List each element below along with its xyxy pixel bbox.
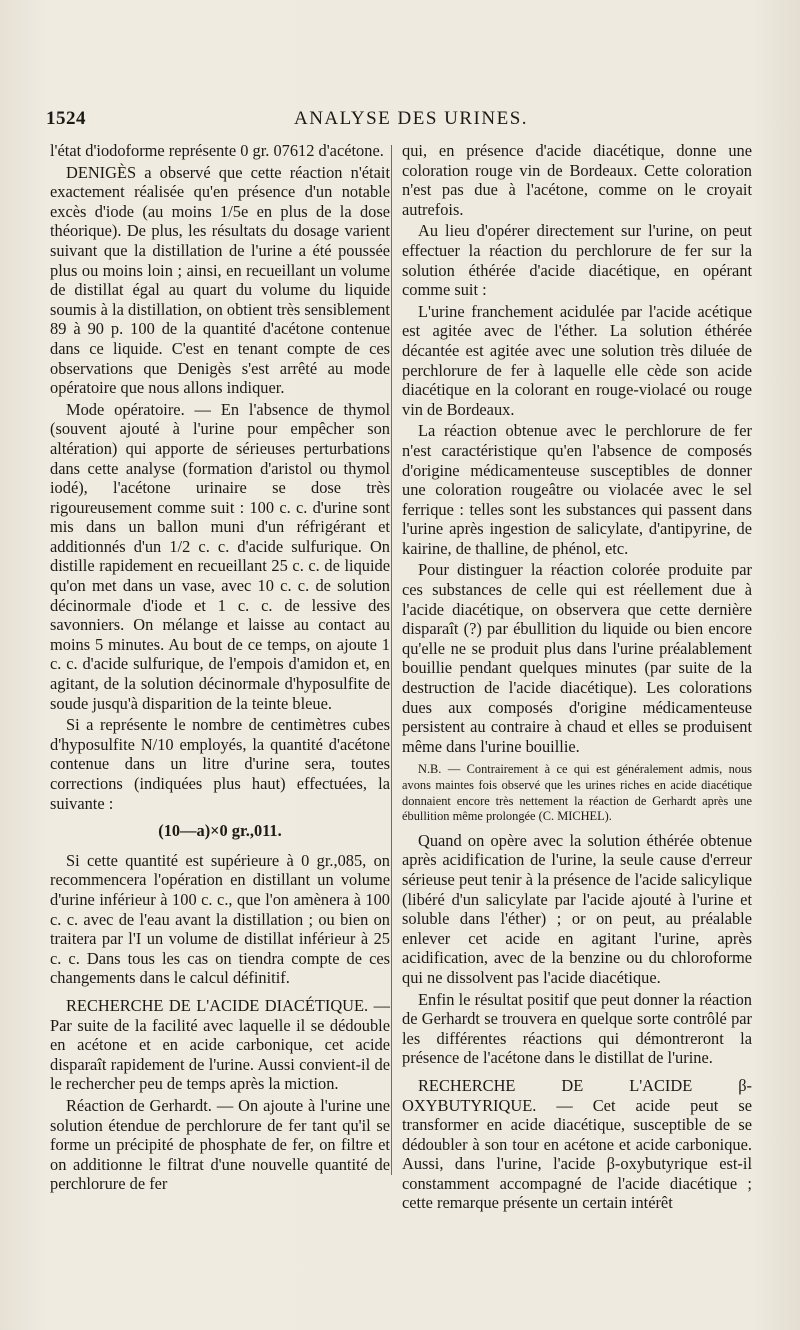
paragraph: DENIGÈS a observé que cette réaction n'était exactement réalisée qu'en présence d'un notable excès d'iode (au moins 1/5e en plus de la dose théorique). De plus, les résultats du dosage varient suivant que la distillation de l'urine a été poussée plus ou moins loin ; ainsi, en recueillant un volume de distillat égal au quart du volume du liquide soumis à la distillation, on obtient très sensiblement 89 à 90 p. 100 de la quantité d'acétone contenue dans ce liquide. C'est en tenant compte de ces observations que Denigès s'est arrêté au mode opératoire que nous allons indiquer. <box>50 162 390 398</box>
formula: (10—a)×0 gr.,011. <box>158 821 282 841</box>
paragraph: Si a représente le nombre de centimètres cubes d'hyposulfite N/10 employés, la quantité d'acétone contenue dans un litre d'urine sera, toutes corrections (indiquées plus haut) effectuées, la suivante : <box>50 715 390 813</box>
paragraph: L'urine franchement acidulée par l'acide acétique est agitée avec de l'éther. La solution éthérée décantée est agitée avec une solution très diluée de perchlorure de fer à laquelle elle cède son acide diacétique en la colorant en rouge-violacé ou rouge vin de Bordeaux. <box>402 301 752 419</box>
paragraph: Si cette quantité est supérieure à 0 gr.,085, on recommencera l'opération en distillant un volume d'urine inférieur à 100 c. c., que l'on amènera à 100 c. c. avec de l'eau avant la distillation ; ou bien on traitera par l'I un volume de distillat inférieur à 25 c. c. Dans tous les cas on tiendra compte de ces changements dans le calcul définitif. <box>50 850 390 988</box>
paragraph: Au lieu d'opérer directement sur l'urine, on peut effectuer la réaction du perchlorure de fer sur la solution éthérée d'acide diacétique, en opérant comme suit : <box>402 221 752 300</box>
column-divider <box>391 145 392 1175</box>
paragraph: l'état d'iodoforme représente 0 gr. 07612 d'acétone. <box>50 141 384 160</box>
page-number: 1524 <box>46 108 86 129</box>
paragraph: qui, en présence d'acide diacétique, donne une coloration rouge vin de Bordeaux. Cette coloration n'est pas due à l'acétone, comme on le croyait autrefois. <box>402 141 752 219</box>
section-heading-paragraph: RECHERCHE DE L'ACIDE β-OXYBUTYRIQUE. — Cet acide peut se transformer en acide diacétique, susceptible de se dédoubler à son tour en acétone et acide carbonique. Aussi, dans l'urine, l'acide β-oxybutyrique est-il constamment accompagné de l'acide diacétique ; cette remarque présente un certain intérêt <box>402 1075 752 1213</box>
paragraph: Réaction de Gerhardt. — On ajoute à l'urine une solution étendue de perchlorure de fer tant qu'il se forme un précipité de phosphate de fer, on filtre et on additionne le filtrat d'une nouvelle quantité de perchlorure de fer <box>50 1095 390 1194</box>
section-heading-paragraph: RECHERCHE DE L'ACIDE DIACÉTIQUE. — Par suite de la facilité avec laquelle il se dédouble en acétone et en acide carbonique, cet acide disparaît rapidement de l'urine. Aussi convient-il de le rechercher peu de temps après la miction. <box>50 995 390 1094</box>
paragraph: Quand on opère avec la solution éthérée obtenue après acidification de l'urine, la seule cause d'erreur sérieuse peut tenir à la présence de l'acide salicylique (libéré d'un salicylate par l'acide ajouté à l'urine et soluble dans l'éther) ; or on peut, au préalable enlever cet acide en agitant l'urine, après acidification, avec de la benzine ou du chloroforme qui ne dissolvent pas l'acide diacétique. <box>402 830 752 987</box>
right-column <box>402 141 752 1215</box>
page-header <box>46 108 776 136</box>
paragraph: Pour distinguer la réaction colorée produite par ces substances de celle qui est réellement due à l'acide diacétique, on observera que cette dernière disparaît (?) par ébullition du liquide ou bien encore qu'elle ne se produit plus dans l'urine préalablement bouillie pendant quelques minutes (par suite de la destruction de l'acide diacétique). Les colorations dues aux composés d'origine médicamenteuse persistent au contraire à chaud et elles se produisent même dans l'urine bouillie. <box>402 560 752 756</box>
paragraph: Enfin le résultat positif que peut donner la réaction de Gerhardt se trouvera en quelque sorte contrôlé par les différentes réactions qui démontreront la présence de l'acétone dans le distillat de l'urine. <box>402 989 752 1068</box>
footnote: N.B. — Contrairement à ce qui est généralement admis, nous avons maintes fois observé que les urines riches en acide diacétique donnaient encore très nettement la réaction de Gerhardt après une ébullition même prolongée (C. MICHEL). <box>402 762 752 824</box>
running-title: ANALYSE DES URINES. <box>293 108 529 129</box>
left-column <box>50 141 390 1196</box>
paragraph: La réaction obtenue avec le perchlorure de fer n'est caractéristique qu'en l'absence de composés d'origine médicamenteuse susceptibles de donner une coloration rougeâtre ou violacée avec le sel ferrique : telles sont les substances qui passent dans l'urine après ingestion de salicylate, d'antipyrine, de kairine, de thalline, de phénol, etc. <box>402 421 752 558</box>
paragraph: Mode opératoire. — En l'absence de thymol (souvent ajouté à l'urine pour empêcher son altération) qui apporte de sérieuses perturbations dans cette analyse (formation d'aristol ou thymol iodé), l'acétone urinaire se dose très rigoureusement comme suit : 100 c. c. d'urine sont mis dans un ballon muni d'un réfrigérant et additionnés d'un 1/2 c. c. d'acide sulfurique. On distille rapidement en recueillant 25 c. c. de liquide qu'on met dans un vase, avec 10 c. c. de solution décinormale d'iode et 1 c. c. de lessive des savonniers. On mélange et laisse au contact au moins 5 minutes. Au bout de ce temps, on ajoute 1 c. c. d'acide sulfurique, de l'empois d'amidon et, en agitant, de la solution décinormale d'hyposulfite de soude jusqu'à disparition de la teinte bleue. <box>50 399 390 713</box>
